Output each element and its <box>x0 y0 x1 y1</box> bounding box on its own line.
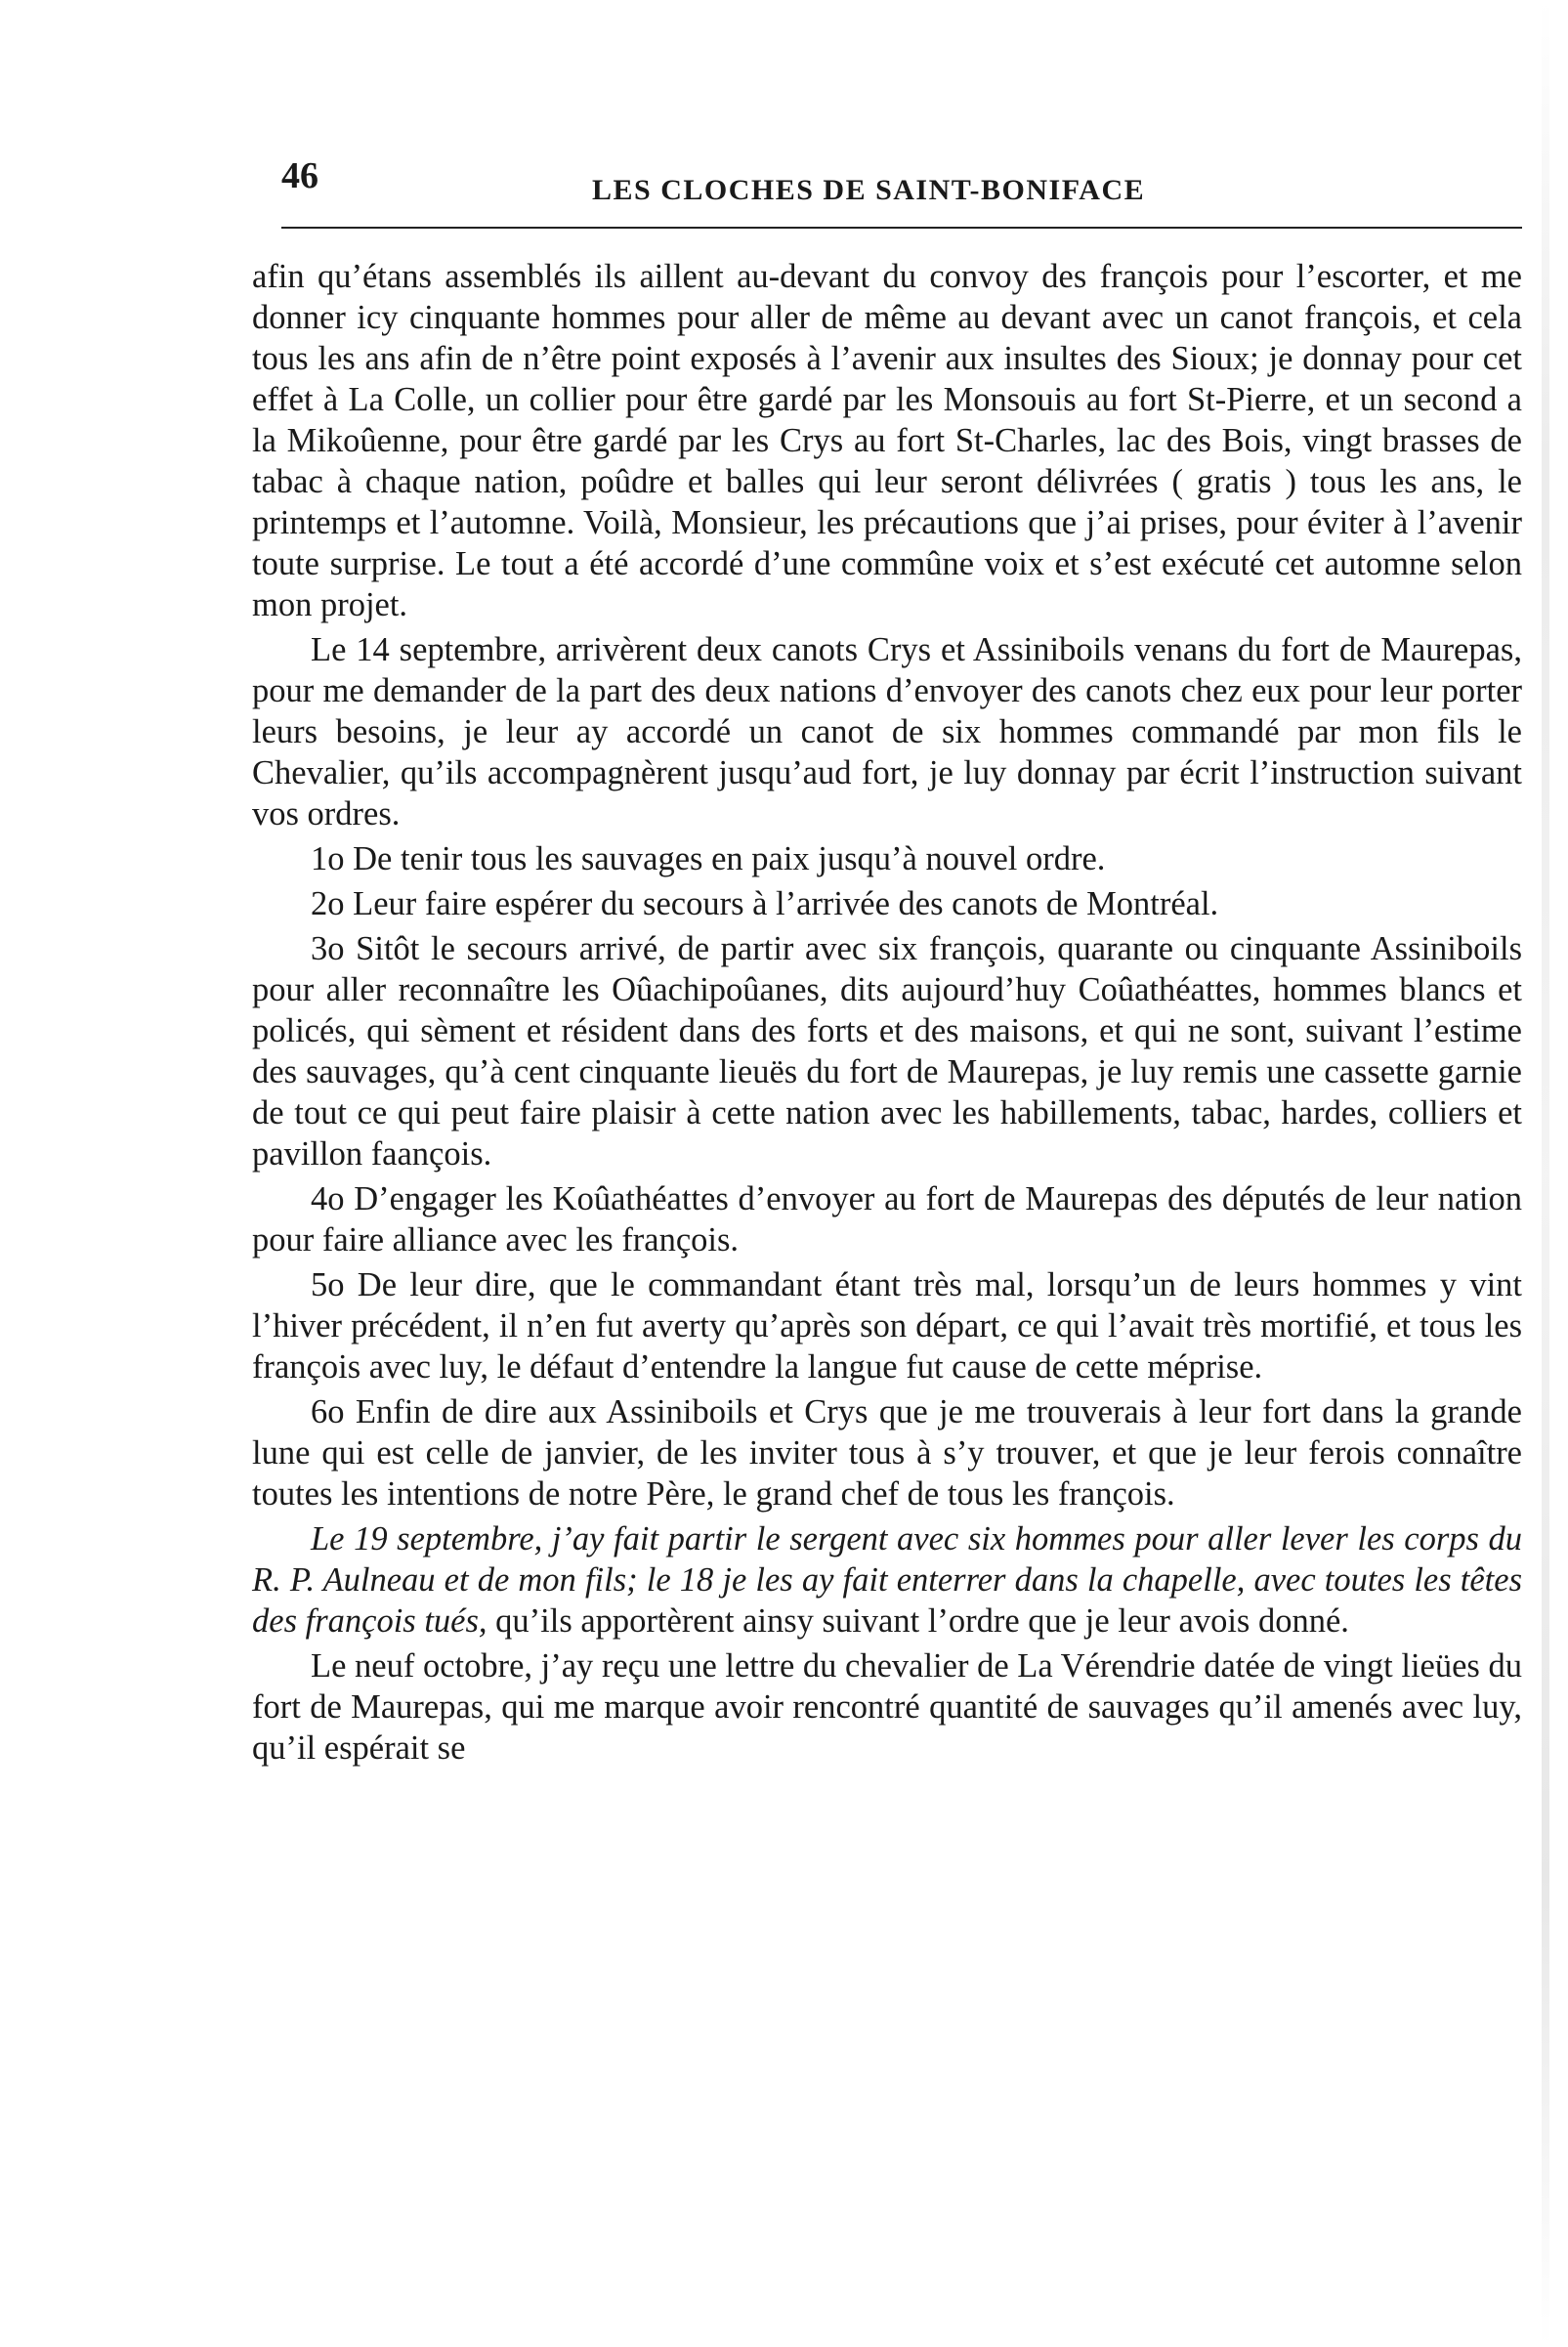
paragraph: 5o De leur dire, que le commandant étant très mal, lorsqu’un de leurs hommes y vint l’hiver précédent, il n’en fut averty qu’après son départ, ce qui l’avait très mortifié, et tous les françois avec luy, le défaut d’entendre la langue fut cause de cette méprise. <box>252 1266 1522 1386</box>
paragraph: Le 14 septembre, arrivèrent deux canots Crys et Assiniboils venans du fort de Maurepas, pour me demander de la part des deux nations d’envoyer des canots chez eux pour leur porter leurs besoins, je leur ay accordé un canot de six hommes commandé par mon fils le Chevalier, qu’ils accompagnèrent jusqu’aud fort, je luy donnay par écrit l’instruction suivant vos ordres. <box>252 631 1522 832</box>
paragraph-mixed <box>252 1518 1522 1642</box>
page-header <box>281 147 1522 205</box>
paragraph: 4o D’engager les Koûathéattes d’envoyer au fort de Maurepas des députés de leur nation pour faire alliance avec les françois. <box>252 1180 1522 1259</box>
body-text <box>252 256 1522 1772</box>
italic-passage: Le 19 septembre, j’ay fait partir le sergent avec six hommes pour aller lever les corps du R. P. Aulneau et de mon fils; le 18 je les ay fait enterrer dans la chapelle, avec toutes les têtes des françois tués, <box>252 1520 1522 1640</box>
header-rule <box>281 227 1522 229</box>
paragraph: 1o De tenir tous les sauvages en paix jusqu’à nouvel ordre. <box>311 840 1106 877</box>
paragraph: 3o Sitôt le secours arrivé, de partir avec six françois, quarante ou cinquante Assiniboils pour aller reconnaître les Oûachipoûanes, dits aujourd’huy Coûathéattes, hommes blancs et policés, qui sèment et résident dans des forts et des maisons, et qui ne sont, suivant l’estime des sauvages, qu’à cent cinquante lieuës du fort de Maurepas, je luy remis une cassette garnie de tout ce qui peut faire plaisir à cette nation avec les habillements, tabac, hardes, colliers et pavillon faançois. <box>252 930 1522 1173</box>
paragraph: Le neuf octobre, j’ay reçu une lettre du chevalier de La Vérendrie datée de vingt lieües du fort de Maurepas, qui me marque avoir rencontré quantité de sauvages qu’il amenés avec luy, qu’il espérait se <box>252 1647 1522 1767</box>
paragraph: 2o Leur faire espérer du secours à l’arrivée des canots de Montréal. <box>311 885 1219 922</box>
paragraph: afin qu’étans assemblés ils aillent au-devant du convoy des françois pour l’escorter, et me donner icy cinquante hommes pour aller de même au devant avec un canot françois, et cela tous les ans afin de n’être point exposés à l’avenir aux insultes des Sioux; je donnay pour cet effet à La Colle, un collier pour être gardé par les Monsouis au fort St-Pierre, et un second a la Mikoûenne, pour être gardé par les Crys au fort St-Charles, lac des Bois, vingt brasses de tabac à chaque nation, poûdre et balles qui leur seront délivrées ( gratis ) tous les ans, le printemps et l’automne. Voilà, Monsieur, les précautions que j’ai prises, pour éviter à l’avenir toute surprise. Le tout a été accordé d’une commûne voix et s’est exécuté cet automne selon mon projet. <box>252 258 1522 623</box>
binding-edge-shadow <box>1542 0 1549 2347</box>
running-title: LES CLOCHES DE SAINT-BONIFACE <box>592 174 1146 206</box>
paragraph: 6o Enfin de dire aux Assiniboils et Crys que je me trouverais à leur fort dans la grande lune qui est celle de janvier, de les inviter tous à s’y trouver, et que je leur ferois connaître toutes les intentions de notre Père, le grand chef de tous les françois. <box>252 1393 1522 1513</box>
page-number: 46 <box>281 155 318 196</box>
roman-passage: qu’ils apportèrent ainsy suivant l’ordre que je leur avois donné. <box>487 1602 1349 1640</box>
